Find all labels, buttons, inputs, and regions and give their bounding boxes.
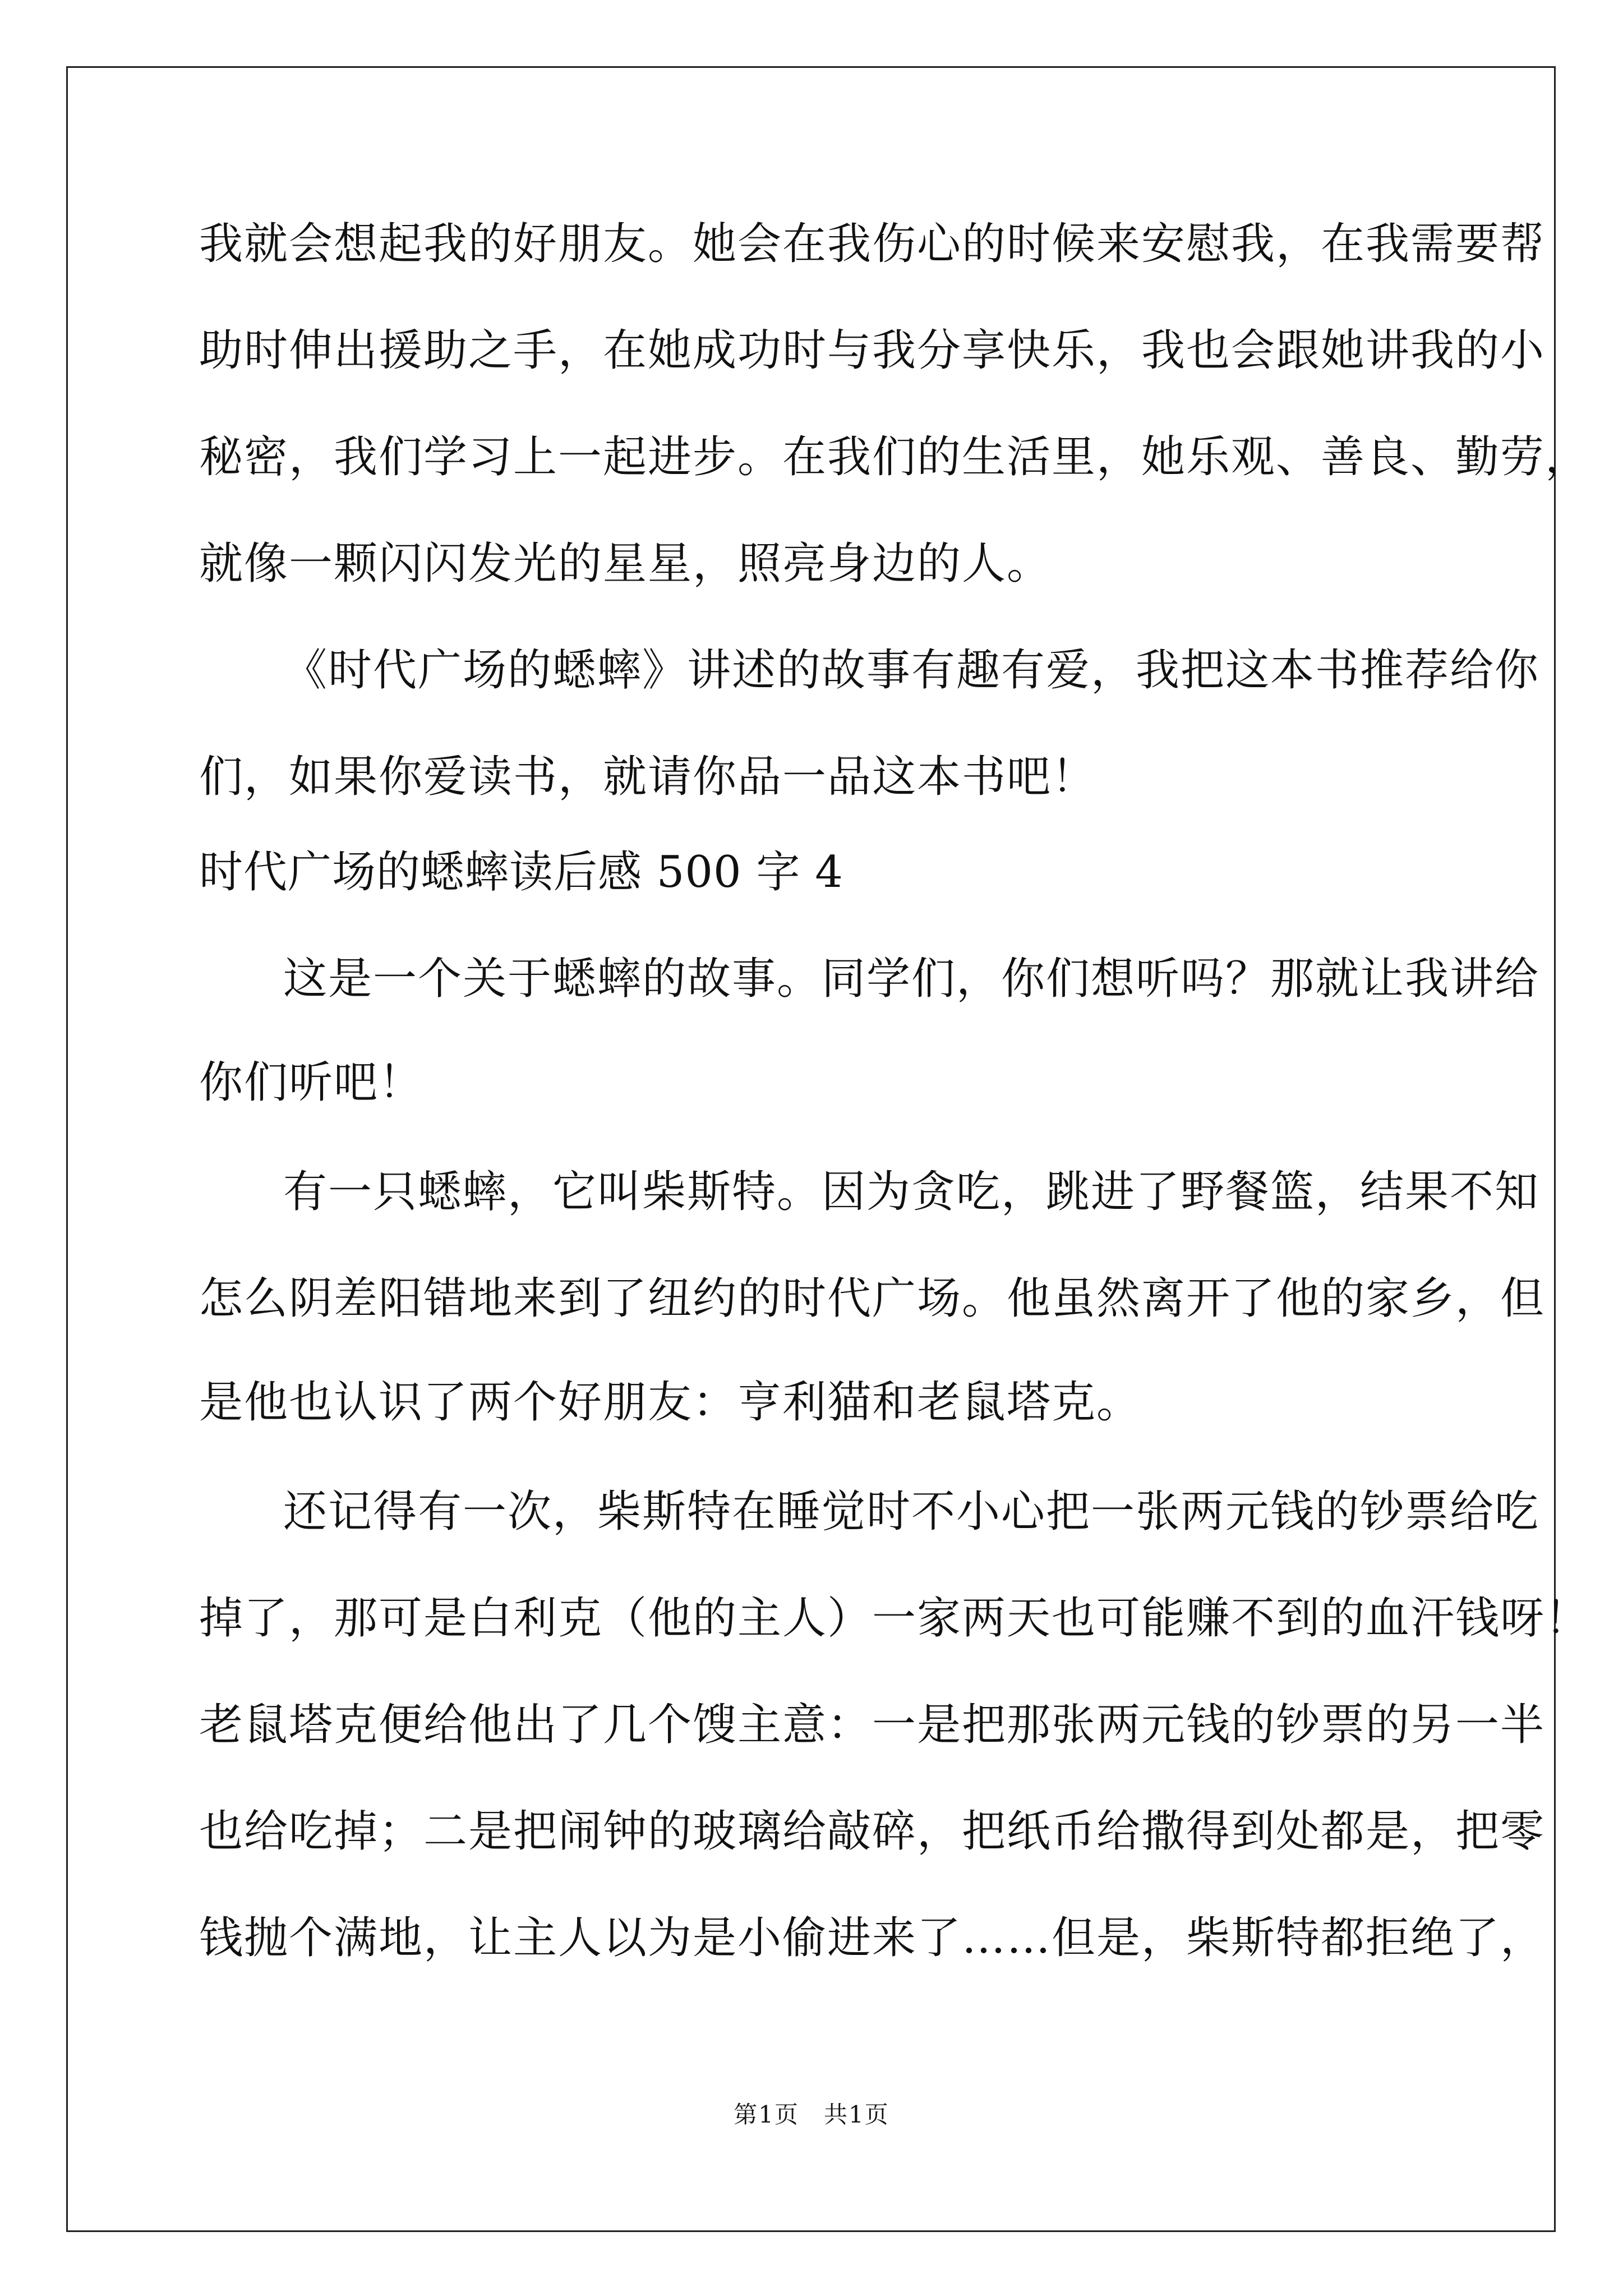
paragraph-line: 这是一个关于蟋蟀的故事。同学们，你们想听吗？那就让我讲给 <box>283 954 1540 1004</box>
page-number-footer: 第1页 共1页 <box>734 2101 889 2128</box>
paragraph-line: 也给吃掉；二是把闹钟的玻璃给敲碎，把纸币给撒得到处都是，把零 <box>199 1806 1546 1857</box>
paragraph-line: 钱抛个满地，让主人以为是小偷进来了……但是，柴斯特都拒绝了， <box>199 1913 1546 1963</box>
paragraph-line: 是他也认识了两个好朋友：亨利猫和老鼠塔克。 <box>199 1377 1142 1428</box>
paragraph-line: 我就会想起我的好朋友。她会在我伤心的时候来安慰我，在我需要帮 <box>199 219 1546 269</box>
paragraph-line: 掉了，那可是白利克（他的主人）一家两天也可能赚不到的血汗钱呀！ <box>199 1593 1590 1644</box>
paragraph-line: 就像一颗闪闪发光的星星，照亮身边的人。 <box>199 539 1052 589</box>
paragraph-line: 老鼠塔克便给他出了几个馊主意：一是把那张两元钱的钞票的另一半 <box>199 1700 1546 1750</box>
paragraph-line: 们，如果你爱读书，就请你品一品这本书吧！ <box>199 752 1097 802</box>
paragraph-line: 《时代广场的蟋蟀》讲述的故事有趣有爱，我把这本书推荐给你 <box>283 645 1540 696</box>
paragraph-line: 助时伸出援助之手，在她成功时与我分享快乐，我也会跟她讲我的小 <box>199 325 1546 376</box>
paragraph-line: 你们听吧！ <box>199 1057 424 1108</box>
paragraph-line: 怎么阴差阳错地来到了纽约的时代广场。他虽然离开了他的家乡，但 <box>199 1273 1546 1324</box>
section-heading: 时代广场的蟋蟀读后感 500 字 4 <box>199 847 843 898</box>
paragraph-line: 有一只蟋蟀，它叫柴斯特。因为贪吃，跳进了野餐篮，结果不知 <box>283 1167 1540 1217</box>
paragraph-line: 还记得有一次，柴斯特在睡觉时不小心把一张两元钱的钞票给吃 <box>283 1487 1540 1537</box>
paragraph-line: 秘密，我们学习上一起进步。在我们的生活里，她乐观、善良、勤劳， <box>199 432 1590 482</box>
